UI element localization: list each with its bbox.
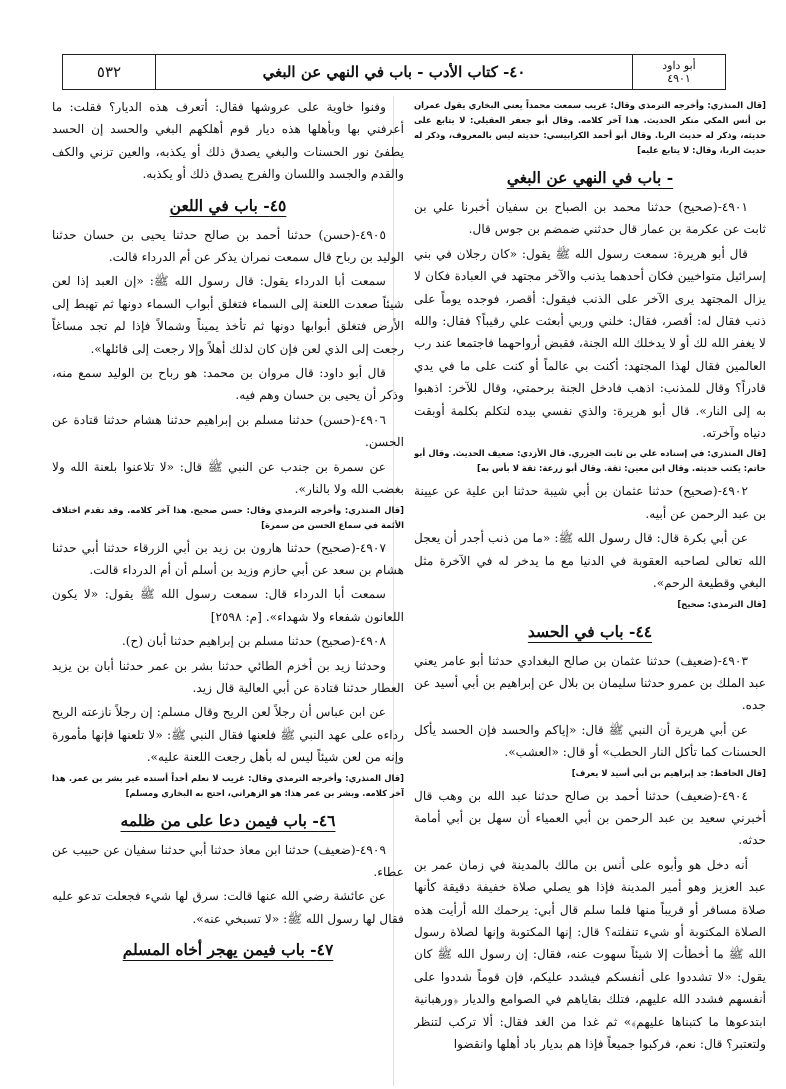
hadith-paragraph: ٤٩٠٤-(ضعيف) حدثنا أحمد بن صالح حدثنا عبد الله بن وهب قال أخبرني سعيد بن عبد الرحمن بن أبي العمياء أن سهل بن أبي أمامة حدثه.	[414, 788, 766, 848]
hadith-paragraph: ٤٩٠٦-(حسن) حدثنا مسلم بن إبراهيم حدثنا هشام حدثنا قتادة عن الحسن.	[52, 412, 404, 450]
hadith-paragraph: قال أبو داود: قال مروان بن محمد: هو رباح بن الوليد سمع منه، وذكر أن يحيى بن حسان وهم فيه.	[52, 366, 404, 403]
hadith-paragraph: سمعت أبا الدرداء قال: سمعت رسول الله ﷺ يقول: «لا يكون اللعانون شفعاء ولا شهداء». [م: ٢٥٩٨]	[52, 587, 404, 624]
hadith-paragraph: ٤٩٠٨-(صحيح) حدثنا مسلم بن إبراهيم حدثنا أبان (ح).	[121, 634, 386, 649]
hadith-paragraph: ٤٩٠٢-(صحيح) حدثنا عثمان بن أبي شيبة حدثنا ابن علية عن عيينة بن عبد الرحمن عن أبيه.	[414, 484, 766, 521]
hadith-paragraph: ٤٩٠٩-(ضعيف) حدثنا ابن معاذ حدثنا أبي حدثنا سفيان عن حبيب عن عطاء.	[52, 842, 404, 879]
section-heading: ٤٥- باب في اللعن	[169, 195, 287, 215]
hadith-paragraph: أنه دخل هو وأبوه على أنس بن مالك بالمدينة في زمان عمر بن عبد العزيز وهو أمير المدينة فإذا هو يصلي صلاة خفيفة دقيقة كأنها صلاة مسافر أو قريباً منها فلما سلم قال أبي: يرحمك الله أرأيت هذه الصلاة المكتوبة أو شيء تنفلته؟ قال: إنها المكتوبة وإنها لصلاة رسول الله ﷺ ما أخطأت إلا شيئاً سهوت عنه، فقال: إن رسول الله ﷺ كان يقول: «لا تشددوا على أنفسكم فيشدد عليكم، فإن قوماً شددوا على أنفسهم فشدد الله عليهم، فتلك بقاياهم في الصوامع والديار ﴿ورهبانية ابتدعوها ما كتبناها عليهم﴾» ثم غدا من الغد فقال: ألا تركب لتنظر ولتعتبر؟ قال: نعم، فركبوا جميعاً فإذا هم بديار باد أهلها وانقضوا	[414, 857, 766, 1051]
footnote: [قال المنذري: وأخرجه الترمذي وقال: غريب لا نعلم أحداً أسنده غير بشر بن عمر. هذا آخر كلامه. وبشر بن عمر هذا: هو الزهراني، احتج به البخاري ومسلم]	[52, 772, 404, 798]
footnote: [قال المنذري: وأخرجه الترمذي وقال: حسن صحيح. هذا آخر كلامه. وقد تقدم اختلاف الأئمة في سماع الحسن من سمرة]	[52, 504, 404, 530]
hadith-range-box	[632, 55, 725, 89]
hadith-paragraph: عن ابن عباس أن رجلاً لعن الريح وقال مسلم: إن رجلاً نازعته الريح رداءه على عهد النبي ﷺ فلعنها فقال النبي ﷺ: «لا تلعنها فإنها مأمورة وإنه من لعن شيئاً ليس له بأهل رجعت اللعنة عليه».	[52, 705, 404, 765]
hadith-paragraph: ٤٩٠٧-(صحيح) حدثنا هارون بن زيد بن أبي الزرقاء حدثنا أبي حدثنا هشام بن سعد عن أبي حازم وزيد بن أسلم أن أم الدرداء قالت.	[52, 540, 404, 577]
section-heading: ٤٤- باب في الحسد	[527, 621, 653, 641]
footnote: [قال الحافظ: جد إبراهيم بن أبي أسيد لا يعرف]	[571, 767, 766, 778]
hadith-paragraph: عن أبي هريرة أن النبي ﷺ قال: «إياكم والحسد فإن الحسد يأكل الحسنات كما تأكل النار الحطب» أو قال: «العشب».	[414, 722, 766, 760]
hadith-paragraph: عن عائشة رضي الله عنها قالت: سرق لها شيء فجعلت تدعو عليه فقال لها رسول الله ﷺ: «لا تسبخي عنه».	[52, 889, 404, 926]
hadith-paragraph: وحدثنا زيد بن أخزم الطائي حدثنا بشر بن عمر حدثنا أبان بن يزيد العطار حدثنا قتادة عن أبي العالية قال زيد.	[52, 658, 404, 695]
left-column	[52, 96, 404, 1086]
footnote: [قال المنذري: وأخرجه الترمذي وقال: غريب سمعت محمداً يعني البخاري يقول عمران بن أنس المكي منكر الحديث. هذا آخر كلامه. وقال أبو جعفر العقيلي: لا يتابع على حديثه، وذكر له حديث الربا. وقال أبو أحمد الكرابيسي: حديثه ليس بالمعروف، وذكر له حديث الربا، وقال: لا يتابع عليه]	[414, 100, 766, 155]
chapter-title: ٤٠- كتاب الأدب - باب في النهي عن البغي	[262, 63, 526, 81]
right-column	[414, 96, 766, 1086]
hadith-paragraph: عن أبي بكرة قال: قال رسول الله ﷺ: «ما من ذنب أجدر أن يعجل الله تعالى لصاحبه العقوبة في الدنيا مع ما يدخر له في الآخرة مثل البغي وقطيعة الرحم».	[414, 531, 766, 591]
hadith-paragraph: عن سمرة بن جندب عن النبي ﷺ قال: «لا تلاعنوا بلعنة الله ولا بغضب الله ولا بالنار».	[52, 459, 404, 497]
footnote: [قال الترمذي: صحيح]	[677, 598, 766, 609]
hadith-paragraph: سمعت أبا الدرداء يقول: قال رسول الله ﷺ: «إن العبد إذا لعن شيئاً صعدت اللعنة إلى السماء فتغلق أبواب السماء دونها ثم تهبط إلى الأرض فتغلق أبوابها دونها ثم تأخذ يميناً وشمالاً فإذا لم تجد مساغاً رجعت إلى الذي لعن فإن كان لذلك أهلاً وإلا رجعت إلى قائلها».	[52, 274, 404, 356]
hadith-number: ٤٩٠١	[667, 72, 691, 85]
hadith-paragraph: ٤٩٠٥-(حسن) حدثنا أحمد بن صالح حدثنا يحيى بن حسان حدثنا الوليد بن رباح قال سمعت نمران يذكر عن أم الدرداء قالت.	[52, 227, 404, 265]
hadith-paragraph: قال أبو هريرة: سمعت رسول الله ﷺ يقول: «كان رجلان في بني إسرائيل متواخيين فكان أحدهما يذنب والآخر مجتهد في العبادة فكان لا يزال المجتهد يرى الآخر على الذنب فيقول: أقصر، فوجده يوماً على ذنب فقال له: أقصر، فقال: خلني وربي أبعثت علي رقيباً؟ فقال: والله لا يغفر الله لك أو لا يدخلك الله الجنة، فقبض أرواحهما فاجتمعا عند رب العالمين فقال لهذا المجتهد: أكنت بي عالماً أو كنت على ما في يدي قادراً؟ وقال للمذنب: اذهب فادخل الجنة برحمتي، وقال للآخر: اذهبوا به إلى النار». قال أبو هريرة: والذي نفسي بيده لتكلم بكلمة أوبقت دنياه وآخرته.	[414, 246, 766, 441]
footnote: [قال المنذري: في إسناده علي بن ثابت الجزري. قال الأزدي: ضعيف الحديث. وقال أبو حاتم: يكتب حديثه. وقال ابن معين: ثقة. وقال أبو زرعة: ثقة لا بأس به]	[414, 448, 766, 474]
section-heading: - باب في النهي عن البغي	[506, 168, 674, 187]
hadith-paragraph: وفنوا خاوية على عروشها فقال: أتعرف هذه الديار؟ فقلت: ما أعرفني بها وبأهلها هذه ديار قوم أهلكهم البغي والحسد إن الحسد يطفئ نور الحسنات والبغي يصدق ذلك أو يكذبه، والعين تزني والكف والقدم والجسد واللسان والفرج يصدق ذلك أو يكذبه.	[52, 100, 404, 182]
hadith-paragraph: ٤٩٠١-(صحيح) حدثنا محمد بن الصباح بن سفيان أخبرنا علي بن ثابت عن عكرمة بن عمار قال حدثني ضمضم بن جوس قال.	[414, 200, 766, 237]
book-name: أبو داود	[662, 59, 696, 72]
page-header	[62, 54, 726, 90]
section-heading: ٤٧- باب فيمن يهجر أخاه المسلم	[122, 940, 334, 960]
section-heading: ٤٦- باب فيمن دعا على من ظلمه	[120, 810, 336, 830]
page-number: ٥٣٢	[63, 55, 156, 89]
hadith-paragraph: ٤٩٠٣-(ضعيف) حدثنا عثمان بن صالح البغدادي حدثنا أبو عامر يعني عبد الملك بن عمرو حدثنا سليمان بن بلال عن إبراهيم بن أبي أسيد عن جده.	[414, 653, 766, 713]
